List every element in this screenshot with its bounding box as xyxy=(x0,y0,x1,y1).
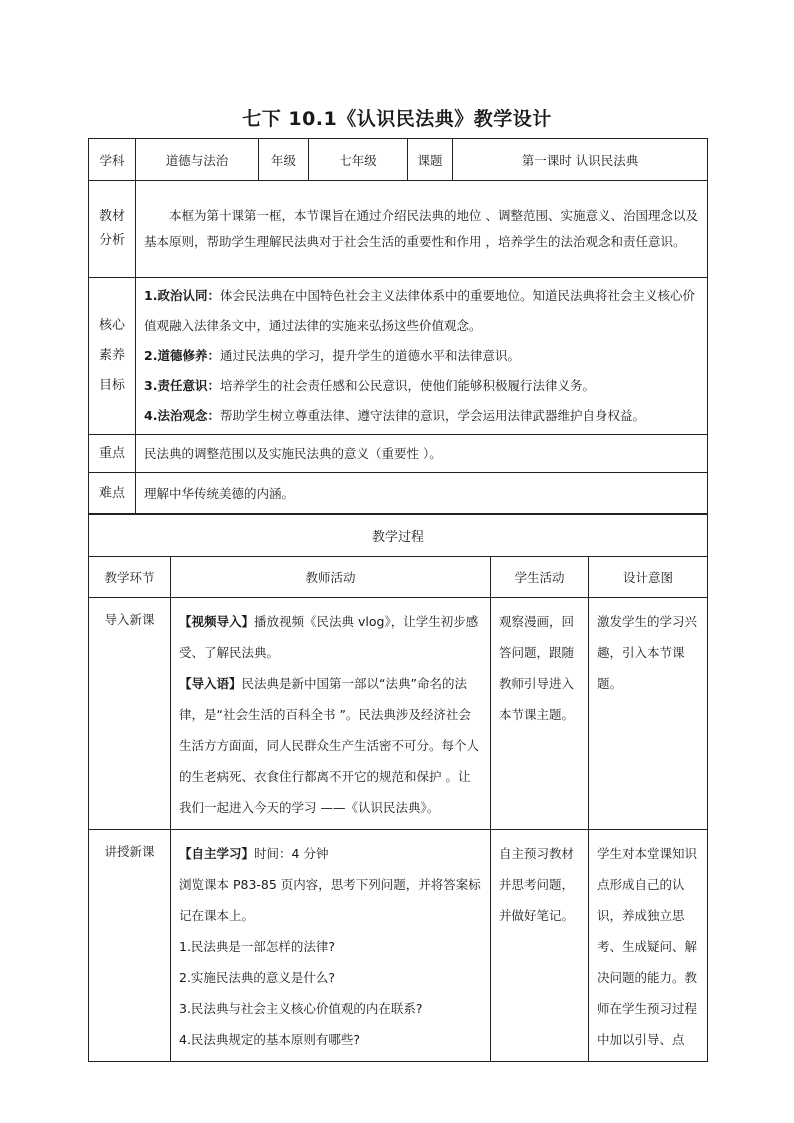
analysis-label: 教材分析 xyxy=(89,181,136,278)
teacher-activity xyxy=(171,598,491,830)
info-table xyxy=(88,138,708,515)
key-point-text: 民法典的调整范围以及实施民法典的意义（重要性 ）。 xyxy=(136,435,708,473)
process-title: 教学过程 xyxy=(89,514,708,557)
literacy-item: 1.政治认同：体会民法典在中国特色社会主义法律体系中的重要地位。知道民法典将社会主义核心价值观融入法律条文中，通过法律的实施来弘扬这些价值观念。 xyxy=(144,288,695,333)
difficulty-text: 理解中华传统美德的内涵。 xyxy=(136,473,708,515)
key-point-label: 重点 xyxy=(89,435,136,473)
table-row xyxy=(89,598,708,830)
subject-label: 学科 xyxy=(89,139,136,181)
literacy-item: 4.法治观念：帮助学生树立尊重法律、遵守法律的意识，学会运用法律武器维护自身权益。 xyxy=(144,408,645,423)
page-title: 七下 10.1《认识民法典》教学设计 xyxy=(242,108,552,130)
design-intent: 学生对本堂课知识点形成自己的认识，养成独立思考、生成疑问、解决问题的能力。教师在学生预习过程中加以引导、点 xyxy=(589,830,708,1062)
column-header: 教学环节 xyxy=(89,557,171,598)
process-table xyxy=(88,513,708,1062)
stage-label: 导入新课 xyxy=(89,598,171,830)
literacy-label: 核心素养目标 xyxy=(89,278,136,435)
grade-label: 年级 xyxy=(259,139,309,181)
teacher-line: 1.民法典是一部怎样的法律? xyxy=(179,939,336,954)
teacher-line: 4.民法典规定的基本原则有哪些? xyxy=(179,1032,361,1047)
teacher-item: 【导入语】民法典是新中国第一部以“法典”命名的法律，是“社会生活的百科全书 ”。民法典涉及经济社会生活方方面面，同人民群众生产生活密不可分。每个人的生老病死、衣食住行都离不开它的规范和保护 。让我们一起进入今天的学习 ——《认识民法典》。 xyxy=(179,676,480,815)
student-activity: 观察漫画，回答问题，跟随教师引导进入本节课主题。 xyxy=(491,598,589,830)
literacy-item: 3.责任意识：培养学生的社会责任感和公民意识，使他们能够积极履行法律义务。 xyxy=(144,378,595,393)
analysis-text: 本框为第十课第一框，本节课旨在通过介绍民法典的地位 、调整范围、实施意义、治国理念以及基本原则，帮助学生理解民法典对于社会生活的重要性和作用 ，培养学生的法治观念和责任意识。 xyxy=(136,181,708,278)
design-intent: 激发学生的学习兴趣，引入本节课题。 xyxy=(589,598,708,830)
literacy-content xyxy=(136,278,708,435)
literacy-item: 2.道德修养：通过民法典的学习，提升学生的道德水平和法律意识。 xyxy=(144,348,520,363)
topic-label: 课题 xyxy=(408,139,453,181)
column-header: 设计意图 xyxy=(589,557,708,598)
column-header: 学生活动 xyxy=(491,557,589,598)
teacher-item: 【自主学习】时间：4 分钟 xyxy=(179,846,329,861)
subject-value: 道德与法治 xyxy=(136,139,259,181)
student-activity: 自主预习教材并思考问题，并做好笔记。 xyxy=(491,830,589,1062)
table-row xyxy=(89,830,708,1062)
topic-value: 第一课时 认识民法典 xyxy=(453,139,708,181)
column-header: 教师活动 xyxy=(171,557,491,598)
difficulty-label: 难点 xyxy=(89,473,136,515)
teacher-line: 浏览课本 P83-85 页内容，思考下列问题，并将答案标记在课本上。 xyxy=(179,877,481,923)
teacher-line: 2.实施民法典的意义是什么? xyxy=(179,970,336,985)
teacher-line: 3.民法典与社会主义核心价值观的内在联系? xyxy=(179,1001,423,1016)
teacher-activity xyxy=(171,830,491,1062)
grade-value: 七年级 xyxy=(309,139,408,181)
stage-label: 讲授新课 xyxy=(89,830,171,1062)
teacher-item: 【视频导入】播放视频《民法典 vlog》，让学生初步感受、了解民法典。 xyxy=(179,614,479,660)
